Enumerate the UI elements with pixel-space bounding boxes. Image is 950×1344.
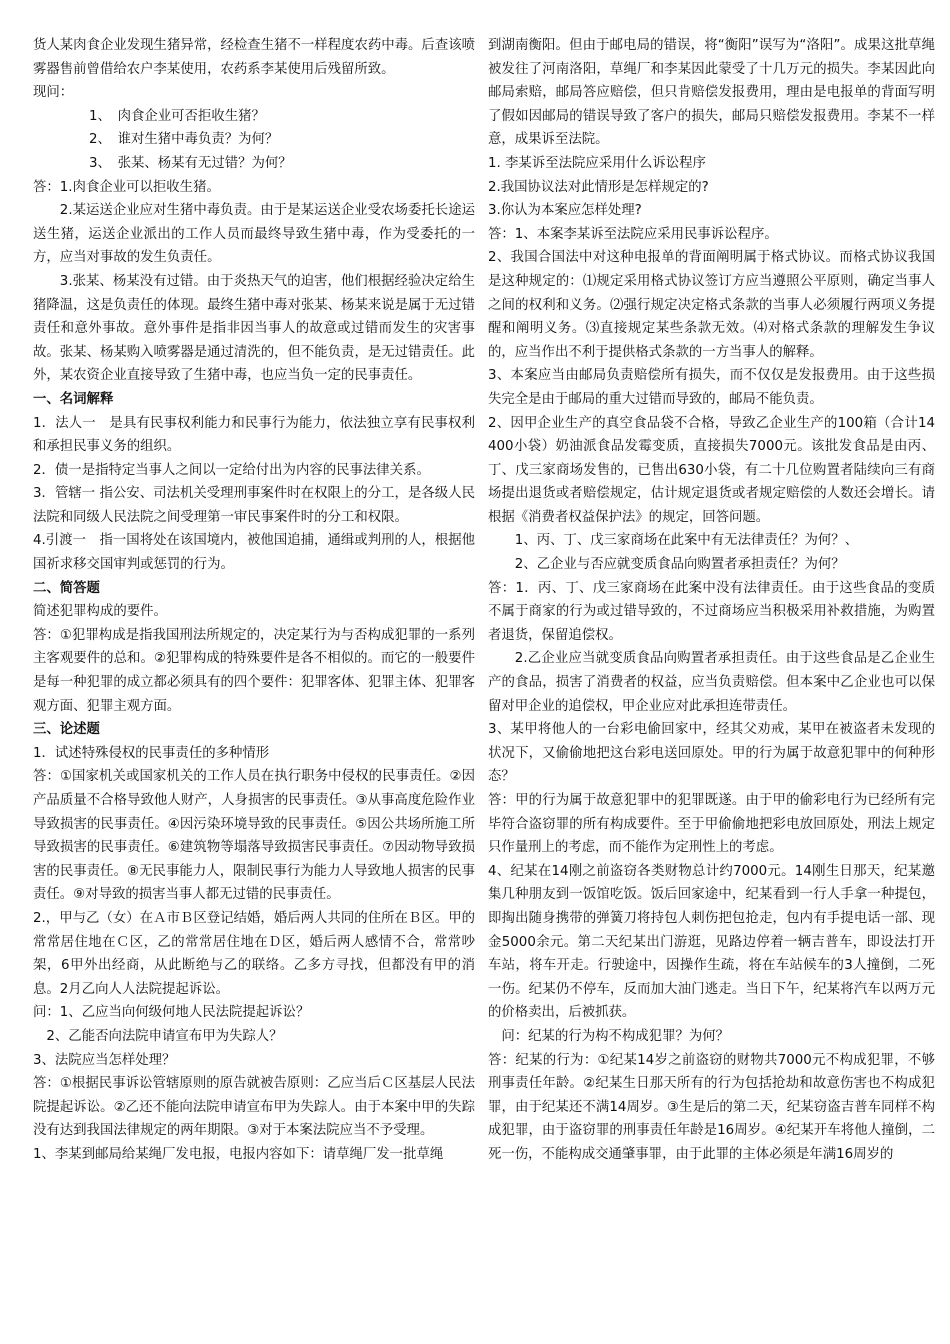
section-heading: 一、名词解释 (33, 391, 114, 407)
question-item: 1、 肉食企业可否拒收生猪？ (89, 108, 265, 124)
question: 2、乙能否向法院申请宣布甲为失踪人？ (46, 1028, 283, 1044)
question-item: 3、 张某、杨某有无过错？为何？ (89, 155, 292, 171)
question: 简述犯罪构成的要件。 (33, 604, 167, 620)
case-text: 2.，甲与乙（女）在Ａ市Ｂ区登记结婚，婚后两人共同的住所在Ｂ区。甲的常常居住地在Ｃ区，乙的常常居住地在Ｄ区，婚后两人感情不合，常常吵架，6甲外出经商，从此断绝与乙的联络。乙多方寻找，但都没有甲的消息。2月乙向人人法院提起诉讼。 (33, 910, 475, 997)
answer: 2.某运送企业应对生猪中毒负责。由于是某运送企业受农场委托长途运送生猪，运送企业派出的工作人员而最终导致生猪中毒，作为受委托的一方，应当对事故的发生负责任。 (33, 203, 475, 266)
case-text: 1、李某到邮局给某绳厂发电报，电报内容如下：请草绳厂发一批草绳 (33, 1146, 444, 1162)
answer: 答：①国家机关或国家机关的工作人员在执行职务中侵权的民事责任。②因产品质量不合格导致他人财产，人身损害的民事责任。③从事高度危险作业导致损害的民事责任。④因污染环境导致的民事责任。⑤因公共场所施工所导致损害的民事责任。⑥建筑物等塌落导致损害民事责任。⑦因动物导致损害的民事责任。⑧无民事能力人，限制民事行为能力人导致地人损害的民事责任。⑨对导致的损害当事人都无过错的民事责任。 (33, 769, 475, 903)
answer: 答：甲的行为属于故意犯罪中的犯罪既遂。由于甲的偷彩电行为已经所有完毕符合盗窃罪的所有构成要件。至于甲偷偷地把彩电放回原处，刑法上规定只作量刑上的考虑，而不能作为定刑性上的考虑。 (488, 793, 935, 856)
answer: 2、我国合国法中对这种电报单的背面阐明属于格式协议。而格式协议我国是这种规定的：⑴规定采用格式协议签订方应当遵照公平原则，确定当事人之间的权利和义务。⑵强行规定决定格式条款的当事人必须履行两项义务提醒和阐明义务。⑶直接规定某些条款无效。⑷对格式条款的理解发生争议的，应当作出不利于提供格式条款的一方当事人的解释。 (488, 250, 935, 360)
question-item: 2、 谁对生猪中毒负责？为何？ (89, 132, 279, 148)
case-text: 3、某甲将他人的一台彩电偷回家中，经其父劝戒，某甲在被盗者未发现的状况下，又偷偷地把这台彩电送回原处。甲的行为属于故意犯罪中的何种形态？ (488, 722, 935, 785)
definition: 3．管辖一 指公安、司法机关受理刑事案件时在权限上的分工，是各级人民法院和同级人民法院之间受理第一审民事案件时的分工和权限。 (33, 486, 475, 525)
question: 3、法院应当怎样处理？ (33, 1052, 176, 1068)
answer: 答：纪某的行为：①纪某14岁之前盗窃的财物共7000元不构成犯罪，不够刑事责任年龄。②纪某生日那天所有的行为包括抢劫和故意伤害也不构成犯罪，由于纪某还不满14周岁。③生是后的第二天，纪某窃盗吉普车同样不构成犯罪，由于盗窃罪的刑事责任年龄是16周岁。④纪某开车将他人撞倒，二死一伤，不能构成交通肇事罪，由于此罪的主体必须是年满16周岁的 (488, 1052, 935, 1162)
answer: 答：①犯罪构成是指我国刑法所规定的，决定某行为与否构成犯罪的一系列主客观要件的总和。②犯罪构成的特殊要件是各不相似的。而它的一般要件是每一种犯罪的成立都必须具有的四个要件：犯罪客体、犯罪主体、犯罪客观方面、犯罪主观方面。 (33, 627, 475, 714)
answer: 答：1．丙、丁、戊三家商场在此案中没有法律责任。由于这些食品的变质不属于商家的行为或过错导致的，不过商场应当积极采用补救措施，为购置者退货，保留追偿权。 (488, 580, 935, 643)
paragraph: 现问： (33, 85, 74, 101)
section-heading: 三、论述题 (33, 722, 100, 738)
answer: 3、本案应当由邮局负责赔偿所有损失，而不仅仅是发报费用。由于这些损失完全是由于邮局的重大过错而导致的，邮局不能负责。 (488, 368, 935, 407)
case-text: 到湖南衡阳。但由于邮电局的错误，将“衡阳”误写为“洛阳”。成果这批草绳被发往了河南洛阳，草绳厂和李某因此蒙受了十几万元的损失。李某因此向邮局索赔，邮局答应赔偿，但只肯赔偿发报费用，理由是电报单的背面写明了假如因邮局的错误导致了客户的损失，邮局只赔偿发报费用。李某不一样意，成果诉至法院。 (488, 38, 935, 148)
left-column (33, 34, 475, 1167)
answer: 答：1、本案李某诉至法院应采用民事诉讼程序。 (488, 226, 778, 242)
definition: 2．债一是指特定当事人之间以一定给付出为内容的民事法律关系。 (33, 462, 430, 478)
case-text: 4、纪某在14刚之前盗窃各类财物总计约7000元。14刚生日那天，纪某邀集几种朋友到一饭馆吃饭。饭后回家途中，纪某看到一行人手拿一种提包，即掏出随身携带的弹簧刀将持包人刺伤把包抢走，包内有手提电话一部、现金5000余元。第二天纪某出门游逛，见路边停着一辆吉普车，即设法打开车站，将车开走。行驶途中，因操作生疏，将在车站候车的3人撞倒，二死一伤。纪某仍不停车，反而加大油门逃走。当日下午，纪某将汽车以两万元的价格卖出，后被抓获。 (488, 863, 935, 1021)
question: 1．试述特殊侵权的民事责任的多种情形 (33, 745, 270, 761)
answer: 答：1.肉食企业可以拒收生猪。 (33, 179, 220, 195)
question: 2、乙企业与否应就变质食品向购置者承担责任？为何？ (514, 557, 845, 573)
definition: 4.引渡一 指一国将处在该国境内，被他国追捕，通缉或判刑的人，根据他国祈求移交国审判或惩罚的行为。 (33, 533, 475, 573)
question: 问：1、乙应当向何级何地人民法院提起诉讼？ (33, 1005, 310, 1021)
paragraph: 货人某肉食企业发现生猪异常，经检查生猪不一样程度农药中毒。后查该喷雾器售前曾借给农户李某使用，农药系李某使用后残留所致。 (33, 38, 475, 77)
answer: 2.乙企业应当就变质食品向购置者承担责任。由于这些食品是乙企业生产的食品，损害了消费者的权益，应当负责赔偿。但本案中乙企业也可以保留对甲企业的追偿权，甲企业应对此承担连带责任。 (488, 651, 935, 714)
right-column (488, 34, 935, 1167)
question: 问：纪某的行为构不构成犯罪？为何？ (501, 1028, 730, 1044)
case-text: 2、因甲企业生产的真空食品袋不合格，导致乙企业生产的100箱（合计14400小袋）奶油派食品发霉变质，直接损失7000元。该批发食品是由丙、丁、戊三家商场发售的，已售出630小袋，有二十几位购置者陆续向三有商场提出退货或者赔偿规定，估计规定退货或者规定赔偿的人数还会增长。请根据《消费者权益保护法》的规定，回答问题。 (488, 415, 935, 525)
question: 1、丙、丁、戊三家商场在此案中有无法律责任？为何？、 (514, 533, 859, 549)
question: 3.你认为本案应怎样处理? (488, 203, 642, 219)
question: 2.我国协议法对此情形是怎样规定的? (488, 179, 709, 195)
definition: 1．法人一 是具有民事权利能力和民事行为能力，依法独立享有民事权利和承担民事义务的组织。 (33, 415, 475, 455)
section-heading: 二、简答题 (33, 580, 100, 596)
answer: 答：①根据民事诉讼管辖原则的原告就被告原则：乙应当后Ｃ区基层人民法院提起诉讼。②乙还不能向法院申请宣布甲为失踪人。由于本案中甲的失踪没有达到我国法律规定的两年期限。③对于本案法院应当不予受理。 (33, 1076, 475, 1139)
answer: 3.张某、杨某没有过错。由于炎热天气的迫害，他们根据经验决定给生猪降温，这是负责任的体现。最终生猪中毒对张某、杨某来说是属于无过错责任和意外事故。意外事件是指非因当事人的故意或过错而发生的灾害事故。张某、杨某购入喷雾器是通过清洗的，但不能负责，是无过错责任。此外，某农资企业直接导致了生猪中毒，也应当负一定的民事责任。 (33, 273, 475, 384)
question: 1. 李某诉至法院应采用什么诉讼程序 (488, 155, 706, 171)
